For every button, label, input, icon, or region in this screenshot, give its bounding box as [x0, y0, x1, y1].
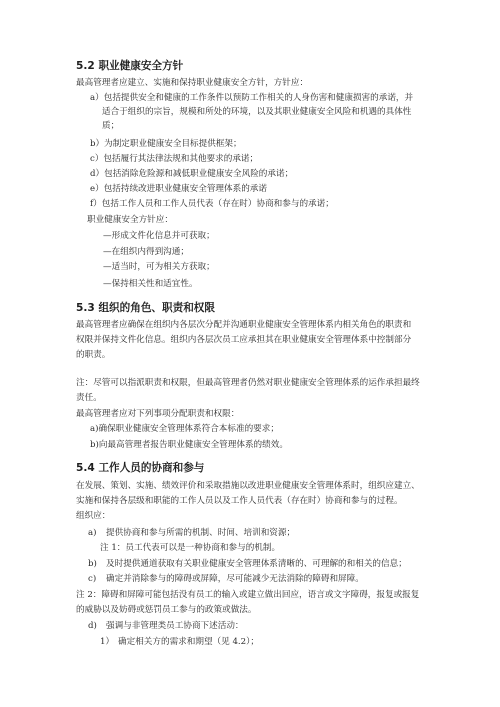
- policy-item: —形成文件化信息并可获取；: [103, 231, 215, 241]
- list-item: [90, 184, 267, 195]
- list-item: [90, 154, 258, 165]
- section-heading-5-2: 5.2 职业健康安全方针: [76, 60, 184, 72]
- list-text: 包括消除危险源和减低职业健康安全风险的承诺；: [104, 169, 294, 179]
- section-heading-5-3: 5.3 组织的角色、职责和权限: [76, 302, 215, 314]
- paragraph-line: 最高管理者应对下列事项分配职责和权限：: [76, 409, 240, 419]
- list-marker: b）: [90, 139, 105, 149]
- list-marker: a): [88, 528, 97, 538]
- list-marker: c）: [90, 154, 104, 164]
- list-text: 包括履行其法律法规和其他要求的承诺；: [103, 154, 259, 164]
- list-item: [90, 139, 242, 150]
- list-text: 确定相关方的需求和期望（见 4.2）；: [118, 637, 260, 647]
- sub-list-item: [100, 637, 259, 648]
- list-marker: e）: [90, 184, 104, 194]
- list-text: 包括持续改进职业健康安全管理体系的承诺: [103, 184, 267, 194]
- list-item: [90, 93, 413, 104]
- policy-item: —在组织内得到沟通；: [103, 247, 189, 257]
- policy-item: —适当时，可为相关方获取；: [103, 262, 215, 272]
- note-line: 注 2：障碍和屏障可能包括没有员工的输入或建立做出回应，语言或文字障碍，报复或报复: [76, 590, 420, 600]
- note-line: 的威胁以及妨碍或惩罚员工参与的政策或做法。: [76, 605, 257, 615]
- list-text: 向最高管理者报告职业健康安全管理体系的绩效。: [98, 440, 288, 450]
- note-line: 责任。: [76, 393, 102, 403]
- section-heading-5-4: 5.4 工作人员的协商和参与: [76, 462, 205, 474]
- paragraph-line: 的职责。: [76, 350, 111, 360]
- paragraph-line: 权限并保持文件化信息。组织内各层次员工应承担其在职业健康安全管理体系中控制部分: [76, 335, 412, 345]
- paragraph-line: 在发展、策划、实施、绩效评价和采取措施以改进职业健康安全管理体系时，组织应建立、: [76, 481, 420, 491]
- note-item: [100, 543, 280, 554]
- list-item-continuation: 质；: [102, 121, 120, 131]
- paragraph-line: 组织应：: [76, 511, 111, 521]
- list-text: 强调与非管理类员工协商下述活动：: [106, 621, 244, 631]
- policy-item: —保持相关性和适宜性。: [103, 279, 198, 289]
- list-text: 包括工作人员和工作人员代表（存在时）协商和参与的承诺；: [101, 199, 334, 209]
- list-item-continuation: 适合于组织的宗旨，规模和所处的环境，以及其职业健康安全风险和机遇的具体性: [102, 107, 412, 117]
- list-marker: c): [88, 574, 97, 584]
- list-marker: b): [88, 559, 97, 569]
- list-text: 为制定职业健康安全目标提供框架；: [104, 139, 242, 149]
- list-text: 确定并消除参与的障碍或屏障，尽可能减少无法消除的障碍和屏障。: [106, 574, 364, 584]
- list-text: 提供协商和参与所需的机制、时间、培训和资源；: [106, 528, 296, 538]
- list-item: [90, 199, 334, 210]
- note-text: 员工代表可以是一种协商和参与的机制。: [125, 543, 281, 553]
- note-marker: 注 1：: [100, 543, 126, 553]
- list-marker: a）: [90, 93, 104, 103]
- paragraph-intro: 最高管理者应建立、实施和保持职业健康安全方针，方针应：: [76, 78, 309, 88]
- list-text: 及时提供通道获取有关职业健康安全管理体系清晰的、可理解的和相关的信息；: [106, 559, 407, 569]
- list-text: 包括提供安全和健康的工作条件以预防工作相关的人身伤害和健康损害的承诺，并: [103, 93, 414, 103]
- list-item: [90, 424, 279, 435]
- list-marker: b): [90, 440, 99, 450]
- list-marker: d): [88, 621, 97, 631]
- note-line: 注：尽管可以指派职责和权限，但最高管理者仍然对职业健康安全管理体系的运作承担最终: [76, 378, 420, 388]
- list-item: [88, 574, 364, 585]
- list-marker: f）: [90, 199, 102, 209]
- list-marker: d）: [90, 169, 105, 179]
- paragraph-line: 最高管理者应确保在组织内各层次分配并沟通职业健康安全管理体系内相关角色的职责和: [76, 320, 412, 330]
- list-text: 确保职业健康安全管理体系符合本标准的要求；: [98, 424, 279, 434]
- paragraph-line: 实施和保持各层级和职能的工作人员以及工作人员代表（存在时）协商和参与的过程。: [76, 496, 403, 506]
- list-item: [88, 528, 295, 539]
- list-item: [90, 440, 288, 451]
- list-marker: 1）: [100, 637, 115, 647]
- list-item: [90, 169, 293, 180]
- list-item: [88, 559, 407, 570]
- list-marker: a): [90, 424, 99, 434]
- list-item: [88, 621, 244, 632]
- policy-label: 职业健康安全方针应：: [87, 215, 173, 225]
